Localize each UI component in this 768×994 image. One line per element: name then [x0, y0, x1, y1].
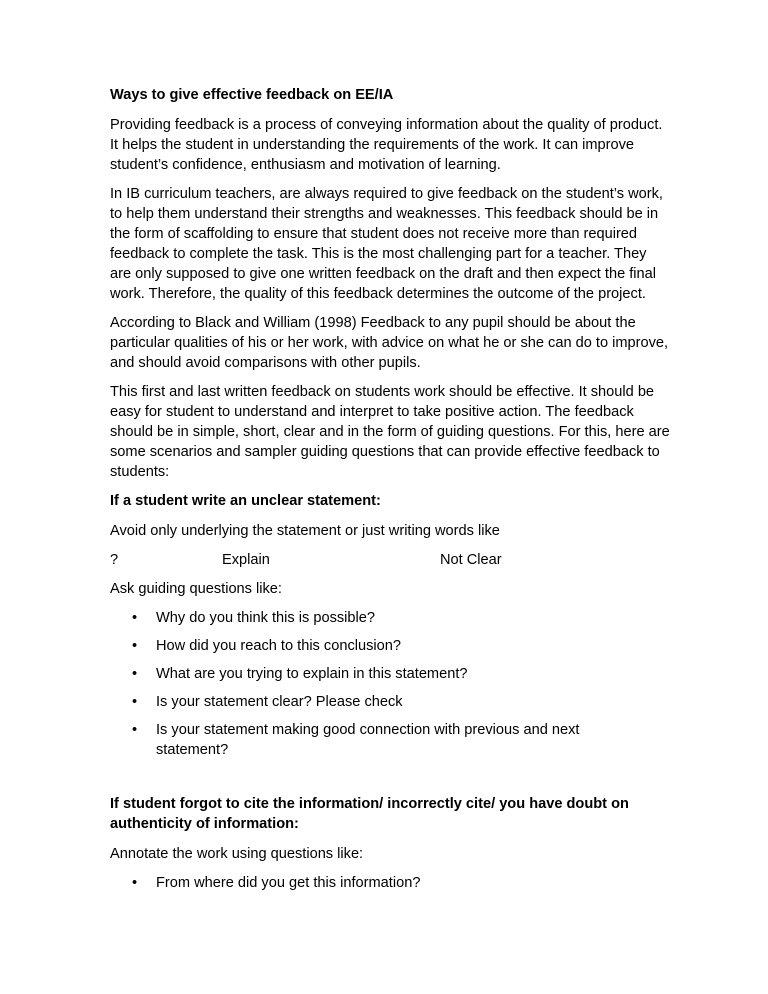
section1-intro: Avoid only underlying the statement or just writing words like [110, 523, 500, 539]
bullet-icon: • [132, 694, 138, 710]
section-heading-citation: If student forgot to cite the information/ incorrectly cite/ you have doubt on authenticity of information: [110, 796, 629, 832]
list-item-text: Is your statement clear? Please check [156, 694, 403, 710]
section2-question-list [110, 873, 670, 893]
list-item-text: What are you trying to explain in this statement? [156, 666, 468, 682]
bullet-icon: • [132, 666, 138, 682]
section1-ask: Ask guiding questions like: [110, 581, 282, 597]
avoid-word-not-clear: Not Clear [440, 552, 502, 568]
bullet-icon: • [132, 875, 138, 891]
list-item-text: Is your statement making good connection with previous and next statement? [156, 722, 580, 758]
spacer [110, 768, 670, 794]
list-item [110, 636, 670, 656]
paragraph-effective-feedback: This first and last written feedback on students work should be effective. It should be easy for student to understand and interpret to take positive action. The feedback should be in simple, short, clear and in the form of guiding questions. For this, here are some scenarios and sampler guiding questions that can provide effective feedback to students: [110, 384, 670, 480]
list-item [110, 608, 670, 628]
avoid-word-question-mark: ? [110, 552, 119, 568]
bullet-icon: • [132, 638, 138, 654]
list-item-text: Why do you think this is possible? [156, 610, 376, 626]
document-page [110, 85, 670, 901]
list-item [110, 664, 670, 684]
document-title: Ways to give effective feedback on EE/IA [110, 87, 394, 103]
bullet-icon: • [132, 610, 138, 626]
section2-intro: Annotate the work using questions like: [110, 846, 364, 862]
list-item-text: How did you reach to this conclusion? [156, 638, 401, 654]
list-item [110, 873, 670, 893]
avoid-words-row [110, 550, 670, 570]
list-item [110, 720, 636, 760]
avoid-word-explain: Explain [222, 552, 270, 568]
bullet-icon: • [132, 722, 138, 738]
list-item-text: From where did you get this information? [156, 875, 421, 891]
paragraph-black-william: According to Black and William (1998) Feedback to any pupil should be about the particular qualities of his or her work, with advice on what he or she can do to improve, and should avoid comparisons with other pupils. [110, 315, 669, 371]
paragraph-ib-curriculum: In IB curriculum teachers, are always required to give feedback on the student’s work, to help them understand their strengths and weaknesses. This feedback should be in the form of scaffolding to ensure that student does not receive more than required feedback to complete the task. This is the most challenging part for a teacher. They are only supposed to give one written feedback on the draft and then expect the final work. Therefore, the quality of this feedback determines the outcome of the project. [110, 186, 663, 302]
section-heading-unclear-statement: If a student write an unclear statement: [110, 493, 381, 509]
paragraph-intro: Providing feedback is a process of conveying information about the quality of product. It helps the student in understanding the requirements of the work. It can improve student’s confidence, enthusiasm and motivation of learning. [110, 117, 663, 173]
section1-question-list [110, 608, 670, 760]
list-item [110, 692, 670, 712]
